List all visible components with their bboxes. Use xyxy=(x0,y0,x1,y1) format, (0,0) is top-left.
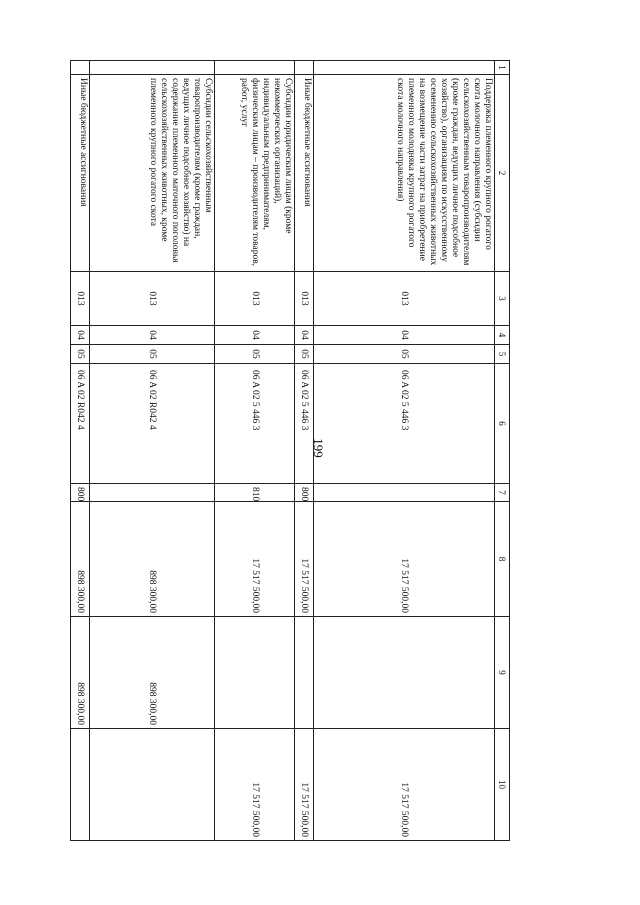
col-number-7: 7 xyxy=(495,484,510,502)
budget-table xyxy=(70,60,510,841)
row-number-cell xyxy=(90,61,215,75)
col-number-10: 10 xyxy=(495,729,510,841)
col-number-1: 1 xyxy=(495,61,510,75)
row-razdel: 04 xyxy=(214,326,294,345)
row-col9 xyxy=(295,617,314,729)
row-name: Иные бюджетные ассигнования xyxy=(71,75,90,272)
row-vr xyxy=(314,484,495,502)
row-col10 xyxy=(71,729,90,841)
row-podrazdel: 05 xyxy=(295,345,314,364)
budget-table-rotated xyxy=(70,60,510,840)
row-csr: 06 A 02 5 446 3 xyxy=(295,364,314,484)
row-razdel: 04 xyxy=(295,326,314,345)
row-col9 xyxy=(214,617,294,729)
col-number-3: 3 xyxy=(495,272,510,326)
row-csr: 06 A 02 5 446 3 xyxy=(214,364,294,484)
row-name: Субсидии сельскохозяйственным товаропроизводителям (кроме граждан, ведущих личное подсобное хозяйство) на содержание племенного маточного поголовья сельскохозяйственных животных, кроме племенного крупного рогатого скота xyxy=(90,75,215,272)
row-name: Поддержка племенного крупного рогатого скота молочного направления (субсидии сельскохозяйственным товаропроизводителям (кроме граждан, ведущих личное подсобное хозяйство), организациям по искусственному осеменению сельскохозяйственных животных на возмещение части затрат на приобретение племенного молодняка крупного рогатого скота молочного направления) xyxy=(314,75,495,272)
row-vr xyxy=(90,484,215,502)
row-grbs: 013 xyxy=(214,272,294,326)
row-csr: 06 A 02 R042 4 xyxy=(90,364,215,484)
row-grbs: 013 xyxy=(314,272,495,326)
row-col8: 898 300,00 xyxy=(71,502,90,617)
row-col8: 17 517 500,00 xyxy=(295,502,314,617)
row-col8: 17 517 500,00 xyxy=(214,502,294,617)
row-col9 xyxy=(314,617,495,729)
row-razdel: 04 xyxy=(90,326,215,345)
column-number-row xyxy=(495,61,510,841)
row-col10 xyxy=(90,729,215,841)
row-col9: 898 300,00 xyxy=(71,617,90,729)
row-vr: 810 xyxy=(214,484,294,502)
row-number-cell xyxy=(295,61,314,75)
row-number-cell xyxy=(71,61,90,75)
row-col10: 17 517 500,00 xyxy=(214,729,294,841)
row-col8: 17 517 500,00 xyxy=(314,502,495,617)
table-row xyxy=(314,61,495,841)
row-name: Субсидии юридическим лицам (кроме некоммерческих организаций), индивидуальным предпринимателям, физическим лицам – производителям товаров, работ, услуг xyxy=(214,75,294,272)
table-row xyxy=(71,61,90,841)
row-grbs: 013 xyxy=(71,272,90,326)
row-col9: 898 300,00 xyxy=(90,617,215,729)
page-number: 199 xyxy=(311,438,326,458)
row-col10: 17 517 500,00 xyxy=(314,729,495,841)
row-podrazdel: 05 xyxy=(214,345,294,364)
row-podrazdel: 05 xyxy=(71,345,90,364)
col-number-8: 8 xyxy=(495,502,510,617)
row-podrazdel: 05 xyxy=(90,345,215,364)
row-podrazdel: 05 xyxy=(314,345,495,364)
col-number-6: 6 xyxy=(495,364,510,484)
col-number-5: 5 xyxy=(495,345,510,364)
row-razdel: 04 xyxy=(71,326,90,345)
row-csr: 06 A 02 5 446 3 xyxy=(314,364,495,484)
row-vr: 800 xyxy=(295,484,314,502)
row-number-cell xyxy=(214,61,294,75)
row-name: Иные бюджетные ассигнования xyxy=(295,75,314,272)
col-number-2: 2 xyxy=(495,75,510,272)
row-number-cell xyxy=(314,61,495,75)
row-csr: 06 A 02 R042 4 xyxy=(71,364,90,484)
col-number-9: 9 xyxy=(495,617,510,729)
row-vr: 800 xyxy=(71,484,90,502)
row-grbs: 013 xyxy=(90,272,215,326)
col-number-4: 4 xyxy=(495,326,510,345)
row-razdel: 04 xyxy=(314,326,495,345)
table-row xyxy=(90,61,215,841)
row-col10: 17 517 500,00 xyxy=(295,729,314,841)
table-row xyxy=(295,61,314,841)
row-grbs: 013 xyxy=(295,272,314,326)
table-row xyxy=(214,61,294,841)
row-col8: 898 300,00 xyxy=(90,502,215,617)
